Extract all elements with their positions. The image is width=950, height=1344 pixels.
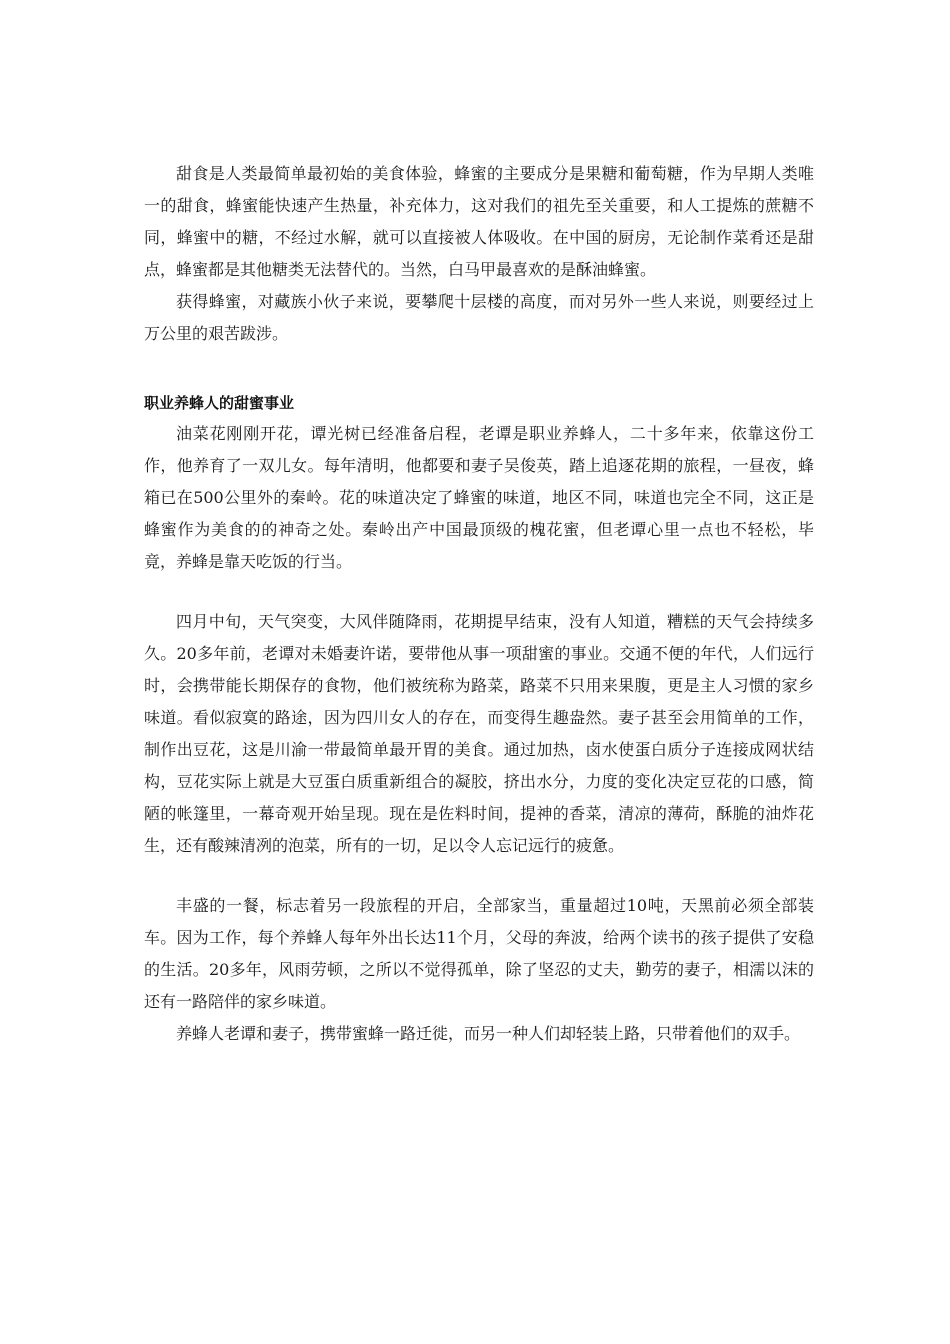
paragraph-journey-continues: 丰盛的一餐，标志着另一段旅程的开启，全部家当，重量超过10吨，天黑前必须全部装车。因为工作，每个养蜂人每年外出长达11个月，父母的奔波，给两个读书的孩子提供了安稳的生活。20多年，风雨劳顿，之所以不觉得孤单，除了坚忍的丈夫，勤劳的妻子，相濡以沫的还有一路陪伴的家乡味道。 <box>144 896 814 1011</box>
paragraph-honey-intro: 甜食是人类最简单最初始的美食体验，蜂蜜的主要成分是果糖和葡萄糖，作为早期人类唯一的甜食，蜂蜜能快速产生热量，补充体力，这对我们的祖先至关重要，和人工提炼的蔗糖不同，蜂蜜中的糖，不经过水解，就可以直接被人体吸收。在中国的厨房，无论制作菜肴还是甜点，蜂蜜都是其他糖类无法替代的。当然，白马甲最喜欢的是酥油蜂蜜。 <box>144 164 814 279</box>
spacer <box>144 350 814 388</box>
spacer <box>144 578 814 606</box>
spacer <box>144 862 814 890</box>
paragraph-beekeeper-tan: 油菜花刚刚开花，谭光树已经准备启程，老谭是职业养蜂人，二十多年来，依靠这份工作，他养育了一双儿女。每年清明，他都要和妻子吴俊英，踏上追逐花期的旅程，一昼夜，蜂箱已在500公里外的秦岭。花的味道决定了蜂蜜的味道，地区不同，味道也完全不同，这正是蜂蜜作为美食的的神奇之处。秦岭出产中国最顶级的槐花蜜，但老谭心里一点也不轻松，毕竟，养蜂是靠天吃饭的行当。 <box>144 424 814 571</box>
paragraph-migration: 养蜂人老谭和妻子，携带蜜蜂一路迁徙，而另一种人们却轻装上路，只带着他们的双手。 <box>176 1024 801 1043</box>
document-body <box>144 158 814 1050</box>
paragraph-obtaining-honey: 获得蜂蜜，对藏族小伙子来说，要攀爬十层楼的高度，而对另外一些人来说，则要经过上万公里的艰苦跋涉。 <box>144 292 814 343</box>
section-heading: 职业养蜂人的甜蜜事业 <box>144 394 295 412</box>
paragraph-weather-and-food: 四月中旬，天气突变，大风伴随降雨，花期提早结束，没有人知道，糟糕的天气会持续多久。20多年前，老谭对未婚妻许诺，要带他从事一项甜蜜的事业。交通不便的年代，人们远行时，会携带能长期保存的食物，他们被统称为路菜，路菜不只用来果腹，更是主人习惯的家乡味道。看似寂寞的路途，因为四川女人的存在，而变得生趣盎然。妻子甚至会用简单的工作，制作出豆花，这是川渝一带最简单最开胃的美食。通过加热，卤水使蛋白质分子连接成网状结构，豆花实际上就是大豆蛋白质重新组合的凝胶，挤出水分，力度的变化决定豆花的口感，简陋的帐篷里，一幕奇观开始呈现。现在是佐料时间，提神的香菜，清凉的薄荷，酥脆的油炸花生，还有酸辣清冽的泡菜，所有的一切，足以令人忘记远行的疲惫。 <box>144 612 814 855</box>
